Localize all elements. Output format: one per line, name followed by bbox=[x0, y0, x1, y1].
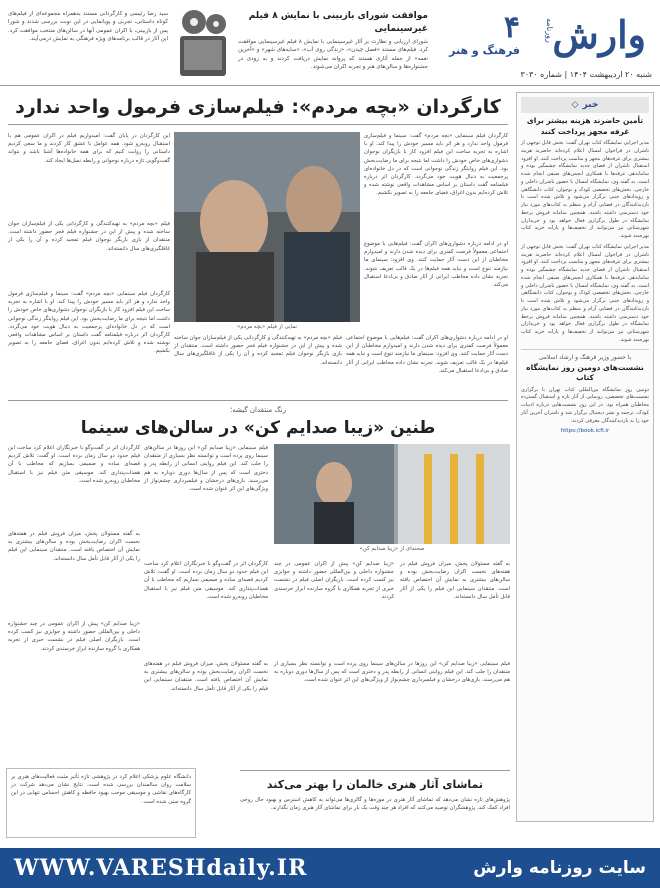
sidebar-story-title: تأمین حاضرند هزینه بیشتر برای غرفه مجهز پرداخت کنند bbox=[526, 116, 644, 136]
story3-headline: تماشای آثار هنری خالمان را بهتر می‌کند bbox=[266, 778, 484, 791]
sidebar-story2-kicker: با حضور وزیر فرهنگ و ارشاد اسلامی bbox=[538, 353, 632, 361]
story2-headline: طنین «زیبا صدایم کن» در سالن‌های سینما bbox=[80, 418, 436, 438]
bottom-box bbox=[6, 768, 196, 838]
story2-kicker: رنگ منتقدان گیشه؛ bbox=[230, 406, 286, 414]
story1-col-f: او در ادامه درباره دشواری‌های اکران گفت: فیلم‌هایی با موضوع اجتماعی معمولاً فرصت کمتری برای دیده شدن دارند و امیدوارم مخاطبان از این دست آثار حمایت کنند. وی افزود: سینمای ما نیازمند تنوع است و نباید همه فیلم‌ها در یک قالب تعریف شوند. تجربه نشان داده مخاطب ایرانی از آثار صادق و بی‌ادعا استقبال می‌کند. bbox=[346, 335, 508, 374]
story2-photo bbox=[274, 444, 510, 544]
masthead bbox=[0, 0, 660, 86]
page-number: ۴ bbox=[503, 10, 520, 45]
logo bbox=[528, 10, 654, 72]
sidebar bbox=[516, 92, 654, 822]
story2-col-h: فیلم سینمایی «زیبا صدایم کن» این روزها در سالن‌های سینما روی پرده است و توانسته نظر بسیاری از منتقدان را جلب کند. این فیلم روایتی انسانی از رابطه پدر و دختری است که پس از سال‌ها دوری دوباره به هم می‌رسند. بازی‌های درخشان و فیلمبرداری چشم‌نواز از ویژگی‌های این اثر عنوان شده است. bbox=[274, 661, 510, 684]
story1-col-g: فیلم «بچه مردم» به تهیه‌کنندگی و کارگردانی یکی از فیلم‌سازان جوان ساخته شده و پیش از این در جشنواره فیلم فجر حضور داشته است. منتقدان از بازی بازیگر نوجوان فیلم تمجید کرده و آن را یکی از غافلگیری‌های سال دانسته‌اند. bbox=[174, 335, 342, 366]
sidebar-story-body-cont: مدیر اجرایی نمایشگاه کتاب تهران گفت: بخش قابل توجهی از ناشران در فراخوان امسال اعلام کرده‌اند حاضرند هزینه بیشتری برای غرفه‌های مجهز و مناسب پرداخت کنند. او افزود استقبال ناشران از فضای جدید نمایشگاه چشمگیر بوده و ساماندهی غرفه‌ها با همکاری انجمن‌های صنفی انجام شده است. به گفته وی، نمایشگاه امسال با حضور ناشران داخلی و خارجی، بخش‌های تخصصی کودک و نوجوان، کتاب دانشگاهی و رویدادهای جنبی برگزار می‌شود و تلاش شده است تا بازدیدکنندگان در فضایی آرام و منظم به کتاب‌های مورد نیاز خود دسترسی داشته باشند. همچنین سامانه فروش برخط نمایشگاه در طول برگزاری فعال خواهد بود و خریداران شهرستانی نیز می‌توانند از تخفیف‌ها و یارانه خرید کتاب بهره‌مند شوند. bbox=[521, 243, 649, 343]
story1-col-e: کارگردان فیلم سینمایی «بچه مردم» گفت: سینما و فیلم‌سازی فرمول واحد ندارد و هر اثر باید مسیر خودش را پیدا کند. او با اشاره به تجربه ساخت این فیلم افزود کار با بازیگران نوجوان دشواری‌های خاص خودش را داشت اما نتیجه برای ما رضایت‌بخش بود. این فیلم روایتگر زندگی نوجوانی است که در دل خانواده‌ای پرجمعیت به دنبال هویت خود می‌گردد. کارگردان اثر درباره فیلمنامه گفت داستان بر اساس مشاهدات واقعی نوشته شده و تلاش کرده‌ایم بدون اغراق، فضای جامعه را به تصویر بکشیم. bbox=[8, 291, 170, 355]
story2-col-a: فیلم سینمایی «زیبا صدایم کن» این روزها در سالن‌های سینما روی پرده است و توانسته نظر بسیاری از منتقدان را جلب کند. این فیلم روایتی انسانی از رابطه پدر و دختری است که پس از سال‌ها دوری دوباره به هم می‌رسند. بازی‌های درخشان و فیلمبرداری چشم‌نواز از ویژگی‌های این اثر عنوان شده است. bbox=[144, 445, 268, 493]
footer-banner[interactable] bbox=[0, 848, 660, 888]
masthead-story-body: شورای ارزیابی و نظارت بر آثار غیرسینمایی با نمایش ۸ فیلم غیرسینمایی موافقت کرد. فیلم‌های مستند «فصل چیدن»، «زندگی روی آب»، «سایه‌های شهر» و «آخرین نغمه» از جمله آثاری هستند که پروانه نمایش دریافت کردند و به زودی در جشنواره‌ها و سالن‌های هنر و تجربه اکران می‌شوند. bbox=[238, 39, 428, 70]
story2-col-e: به گفته مسئولان پخش، میزان فروش فیلم در هفته‌های نخست اکران رضایت‌بخش بوده و سالن‌های بیشتری به نمایش آن اختصاص یافته است. منتقدان سینمایی این فیلم را یکی از آثار قابل تأمل سال دانسته‌اند. bbox=[400, 561, 510, 600]
sidebar-link[interactable]: https://book.icfi.ir bbox=[560, 428, 610, 435]
divider bbox=[521, 349, 649, 350]
masthead-side-body: سید رضا رئیسی و کارگردانی مستند به‌همراه مجموعه‌ای از فیلم‌های کوتاه داستانی، تجربی و پویانمایی در این نوبت بررسی شدند و شورا پس از بازبینی، با اکران عمومی آنها در سالن‌های منتخب موافقت کرد. این آثار در قالب برنامه‌های ویژه فرهنگی به نمایش درمی‌آیند. bbox=[8, 11, 168, 42]
story1-col-a: کارگردان فیلم سینمایی «بچه مردم» گفت: سینما و فیلم‌سازی فرمول واحد ندارد و هر اثر باید مسیر خودش را پیدا کند. او با اشاره به تجربه ساخت این فیلم افزود کار با بازیگران نوجوان دشواری‌های خاص خودش را داشت اما نتیجه برای ما رضایت‌بخش بود. این فیلم روایتگر زندگی نوجوانی است که در دل خانواده‌ای پرجمعیت به دنبال هویت خود می‌گردد. کارگردان اثر درباره فیلمنامه گفت داستان بر اساس مشاهدات واقعی نوشته شده و تلاش کرده‌ایم بدون اغراق، فضای جامعه را به تصویر بکشیم. bbox=[364, 133, 508, 197]
story1-col-d: فیلم «بچه مردم» به تهیه‌کنندگی و کارگردانی یکی از فیلم‌سازان جوان ساخته شده و پیش از این در جشنواره فیلم فجر حضور داشته است. منتقدان از بازی بازیگر نوجوان فیلم تمجید کرده و آن را یکی از غافلگیری‌های سال دانسته‌اند. bbox=[8, 221, 170, 252]
story3-body: پژوهش‌های تازه نشان می‌دهد که تماشای آثار هنری در موزه‌ها و گالری‌ها می‌تواند به کاهش استرس و بهبود حال روحی افراد کمک کند. پژوهشگران توصیه می‌کنند که افراد هر چند وقت یک بار برای تماشای آثار هنری زمان بگذارند. bbox=[240, 797, 510, 812]
film-reel-icon bbox=[176, 6, 232, 78]
story2-col-c: به گفته مسئولان پخش، میزان فروش فیلم در هفته‌های نخست اکران رضایت‌بخش بوده و سالن‌های بیشتری به نمایش آن اختصاص یافته است. منتقدان سینمایی این فیلم را یکی از آثار قابل تأمل سال دانسته‌اند. bbox=[8, 531, 140, 562]
sidebar-story2-title: نشست‌های دومین روز نمایشگاه کتاب bbox=[526, 362, 644, 382]
divider bbox=[8, 124, 508, 125]
footer-url[interactable]: WWW.VARESHdaily.IR bbox=[14, 855, 308, 881]
logo-word: وارش bbox=[552, 12, 646, 57]
story2-col-b: کارگردان اثر در گفت‌وگو با خبرنگاران اعلام کرد ساخت این فیلم حدود دو سال زمان برده است. او گفت: تلاش کردیم قصه‌ای ساده و صمیمی بسازیم که مخاطب با آن همذات‌پنداری کند. موسیقی متن فیلم نیز با استقبال مخاطبان روبه‌رو شده است. bbox=[8, 445, 140, 484]
story2-col-i: به گفته مسئولان پخش، میزان فروش فیلم در هفته‌های نخست اکران رضایت‌بخش بوده و سالن‌های بیشتری به نمایش آن اختصاص یافته است. منتقدان سینمایی این فیلم را یکی از آثار قابل تأمل سال دانسته‌اند. bbox=[144, 661, 268, 692]
sidebar-story2-body: دومین روز نمایشگاه بین‌المللی کتاب تهران با برگزاری نشست‌های تخصصی، رونمایی از آثار تازه و استقبال گسترده مخاطبان همراه بود. در این روز نشست‌هایی درباره ادبیات کودک، ترجمه و نشر دیجیتال برگزار شد و ناشران آخرین آثار خود را به بازدیدکنندگان معرفی کردند. bbox=[521, 386, 649, 424]
section-name: فرهنگ و هنر bbox=[449, 44, 520, 57]
masthead-story-title: موافقت شورای بازبینی با نمایش ۸ فیلم غیرسینمایی bbox=[248, 11, 428, 34]
story1-photo bbox=[174, 132, 360, 322]
story1-col-c: این کارگردان در پایان گفت: امیدواریم فیلم در اکران عمومی هم با استقبال روبه‌رو شود. همه عوامل با عشق کار کردند و ما سعی کردیم داستانی را روایت کنیم که برای همه خانواده‌ها آشنا باشد و بتواند گفت‌وگویی تازه درباره نوجوانی و رابطه نسل‌ها ایجاد کند. bbox=[8, 133, 170, 164]
divider bbox=[240, 770, 510, 771]
bottom-box-body: دانشگاه علوم پزشکی اعلام کرد در پژوهشی تازه تأثیر مثبت فعالیت‌های هنری بر سلامت روان سالمندان بررسی شده است. نتایج نشان می‌دهد شرکت در کارگاه‌های نقاشی و موسیقی موجب بهبود حافظه و کاهش احساس تنهایی در این گروه سنی شده است. bbox=[11, 774, 191, 805]
sidebar-story-body: مدیر اجرایی نمایشگاه کتاب تهران گفت: بخش قابل توجهی از ناشران در فراخوان امسال اعلام کرده‌اند حاضرند هزینه بیشتری برای غرفه‌های مجهز و مناسب پرداخت کنند. او افزود استقبال ناشران از فضای جدید نمایشگاه چشمگیر بوده و ساماندهی غرفه‌ها با همکاری انجمن‌های صنفی انجام شده است. به گفته وی، نمایشگاه امسال با حضور ناشران داخلی و خارجی، بخش‌های تخصصی کودک و نوجوان، کتاب دانشگاهی و رویدادهای جنبی برگزار می‌شود و تلاش شده است تا بازدیدکنندگان در فضایی آرام و منظم به کتاب‌های مورد نیاز خود دسترسی داشته باشند. همچنین سامانه فروش برخط نمایشگاه در طول برگزاری فعال خواهد بود و خریداران شهرستانی نیز می‌توانند از تخفیف‌ها و یارانه خرید کتاب بهره‌مند شوند. bbox=[521, 140, 649, 239]
story2-col-d: «زیبا صدایم کن» پیش از اکران عمومی در چند جشنواره داخلی و بین‌المللی حضور داشته و جوایزی نیز کسب کرده است. بازیگران اصلی فیلم در نشست خبری از تجربه همکاری با گروه سازنده ابراز خرسندی کردند. bbox=[8, 621, 140, 652]
story1-col-a2: او در ادامه درباره دشواری‌های اکران گفت: فیلم‌هایی با موضوع اجتماعی معمولاً فرصت کمتری برای دیده شدن دارند و امیدوارم مخاطبان از این دست آثار حمایت کنند. وی افزود: سینمای ما نیازمند تنوع است و نباید همه فیلم‌ها در یک قالب تعریف شوند. تجربه نشان داده مخاطب ایرانی از آثار صادق و بی‌ادعا استقبال می‌کند. bbox=[364, 241, 508, 289]
divider bbox=[8, 400, 508, 401]
story2-col-f: «زیبا صدایم کن» پیش از اکران عمومی در چند جشنواره داخلی و بین‌المللی حضور داشته و جوایزی نیز کسب کرده است. بازیگران اصلی فیلم در نشست خبری از تجربه همکاری با گروه سازنده ابراز خرسندی کردند. bbox=[274, 561, 394, 600]
story1-photo-caption: نمایی از فیلم «بچه مردم» bbox=[236, 324, 298, 330]
news-tag bbox=[521, 97, 649, 113]
story1-headline: کارگردان «بچه مردم»: فیلم‌سازی فرمول واحد ندارد bbox=[15, 96, 501, 118]
story2-col-g: کارگردان اثر در گفت‌وگو با خبرنگاران اعلام کرد ساخت این فیلم حدود دو سال زمان برده است. او گفت: تلاش کردیم قصه‌ای ساده و صمیمی بسازیم که مخاطب با آن همذات‌پنداری کند. موسیقی متن فیلم نیز با استقبال مخاطبان روبه‌رو شده است. bbox=[144, 561, 268, 600]
issue-line: شنبه ۲۰ اردیبهشت ۱۴۰۴ | شماره ۳۰۳۰ bbox=[520, 70, 652, 79]
story2-photo-caption: صحنه‌ای از «زیبا صدایم کن» bbox=[359, 546, 425, 552]
news-tag-label: خبر bbox=[582, 100, 599, 110]
masthead-story bbox=[238, 10, 428, 71]
logo-small: روزنامه bbox=[545, 18, 554, 43]
masthead-side-story bbox=[8, 10, 168, 43]
footer-label: سایت روزنامه وارش bbox=[473, 858, 646, 878]
diamond-icon: ◇ bbox=[571, 100, 579, 110]
